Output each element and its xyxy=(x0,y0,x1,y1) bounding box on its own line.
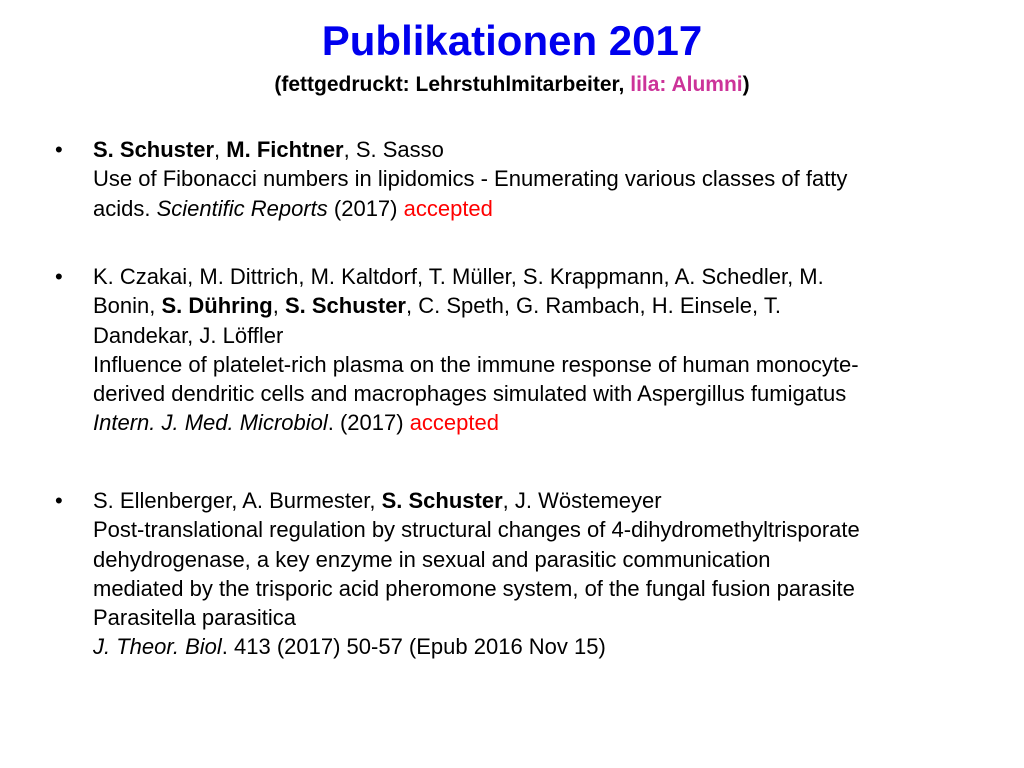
author-name-bold: S. Schuster xyxy=(381,488,503,513)
text-run: mediated by the trisporic acid pheromone system, of the fungal fusion parasite xyxy=(93,575,855,601)
text-run: Dandekar, J. Löffler xyxy=(93,322,284,348)
subtitle-close: ) xyxy=(742,73,750,96)
text-run: Influence of platelet-rich plasma on the immune response of human monocyte- xyxy=(93,351,859,377)
publication-line xyxy=(93,291,998,320)
text-run: acids. xyxy=(93,195,157,221)
publication-body xyxy=(93,135,998,223)
bullet-point: • xyxy=(55,488,63,513)
text-run: dehydrogenase, a key enzyme in sexual and parasitic communication xyxy=(93,546,771,572)
subtitle-alumni: lila: Alumni xyxy=(630,73,743,96)
publication-line xyxy=(93,603,998,632)
text-run: , xyxy=(272,293,285,319)
text-run: (2017) xyxy=(327,195,404,221)
text-run: , xyxy=(214,137,227,162)
publication-body xyxy=(93,262,998,438)
text-run: Use of Fibonacci numbers in lipidomics - Enumerating various classes of fatty xyxy=(93,166,848,192)
text-run: , C. Speth, G. Rambach, H. Einsele, T. xyxy=(406,293,781,319)
text-run: S. Ellenberger, A. Burmester, xyxy=(93,488,382,513)
text-run: Parasitella parasitica xyxy=(93,605,296,631)
publication-body xyxy=(93,486,998,662)
publication-line xyxy=(93,515,998,544)
publication-line xyxy=(93,408,998,437)
author-name-bold: M. Fichtner xyxy=(226,137,344,162)
publication-line xyxy=(93,135,998,164)
journal-name: Scientific Reports xyxy=(156,195,328,221)
publication-line xyxy=(93,262,998,291)
publication-line xyxy=(93,350,998,379)
journal-name: Intern. J. Med. Microbiol xyxy=(93,410,328,436)
publication-line xyxy=(93,632,998,661)
publication-line xyxy=(93,164,998,193)
journal-name: J. Theor. Biol xyxy=(93,634,222,660)
bullet-point: • xyxy=(55,137,63,162)
publication-line xyxy=(93,379,998,408)
text-run: . 413 (2017) 50-57 (Epub 2016 Nov 15) xyxy=(221,634,606,660)
author-name-bold: S. Schuster xyxy=(284,293,406,319)
publication-line xyxy=(93,321,998,350)
bullet-point: • xyxy=(55,264,63,289)
author-name-bold: S. Dühring xyxy=(161,293,273,319)
publication-line xyxy=(93,545,998,574)
publication-line xyxy=(93,486,998,515)
status-accepted: accepted xyxy=(409,410,499,436)
text-run: , J. Wöstemeyer xyxy=(502,488,662,513)
text-run: Post-translational regulation by structural changes of 4-dihydromethyltrisporate xyxy=(93,517,860,543)
author-name-bold: S. Schuster xyxy=(93,137,215,162)
text-run: , S. Sasso xyxy=(343,137,444,162)
page-title: Publikationen 2017 xyxy=(321,17,703,64)
text-run: . (2017) xyxy=(327,410,410,436)
publication-line xyxy=(93,194,998,223)
publication-line xyxy=(93,574,998,603)
text-run: derived dendritic cells and macrophages simulated with Aspergillus fumigatus xyxy=(93,381,847,407)
status-accepted: accepted xyxy=(403,195,493,221)
text-run: Bonin, xyxy=(93,293,162,319)
subtitle-open: (fettgedruckt: Lehrstuhlmitarbeiter, xyxy=(274,73,631,96)
text-run: K. Czakai, M. Dittrich, M. Kaltdorf, T. Müller, S. Krappmann, A. Schedler, M. xyxy=(93,264,824,289)
